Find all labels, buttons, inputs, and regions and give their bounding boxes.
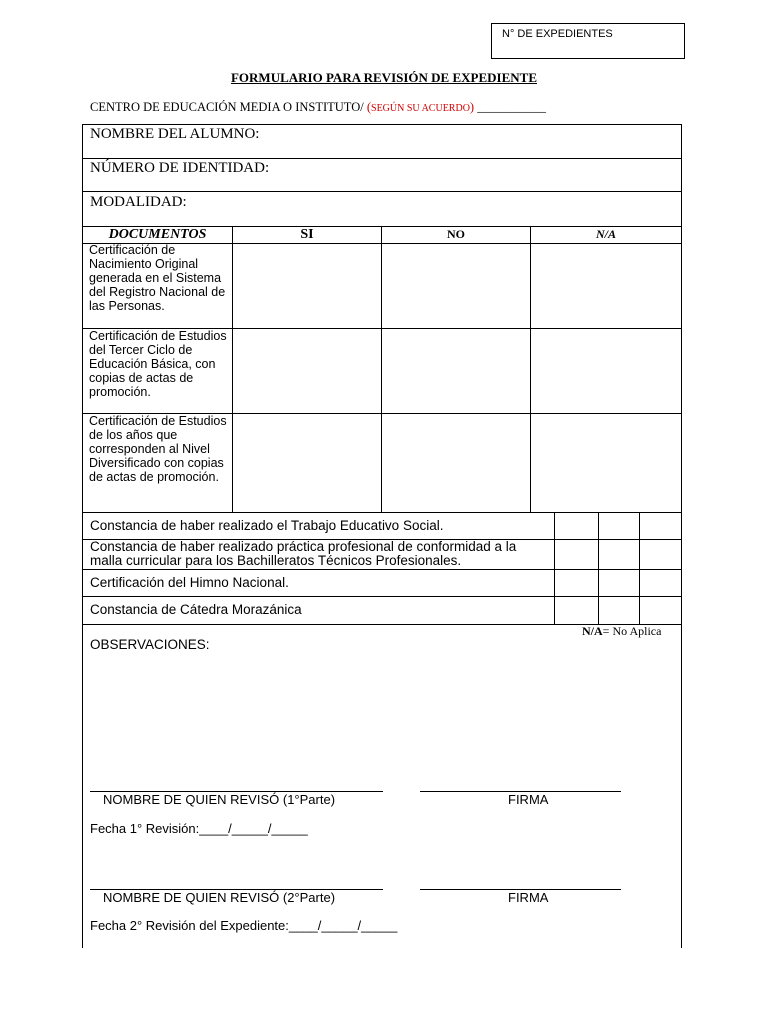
checkbox-practice-si[interactable] <box>555 540 597 569</box>
checkbox-anthem-no[interactable] <box>599 570 638 596</box>
agreement-note: SEGÚN SU ACUERDO <box>371 103 470 114</box>
review2-date[interactable]: Fecha 2° Revisión del Expediente:____/_____/_____ <box>90 918 398 933</box>
paren-open: ( <box>366 100 372 114</box>
observations-label: OBSERVACIONES: <box>90 637 210 652</box>
modality-field[interactable]: MODALIDAD: <box>90 194 187 210</box>
document-national-anthem: Certificación del Himno Nacional. <box>90 575 289 590</box>
checkbox-diversified-no[interactable] <box>382 414 529 512</box>
checkbox-third-cycle-no[interactable] <box>382 329 529 413</box>
checkbox-morazanica-na[interactable] <box>640 597 681 624</box>
checkbox-practice-na[interactable] <box>640 540 681 569</box>
divider <box>82 158 682 159</box>
expedientes-label: N° DE EXPEDIENTES <box>502 28 613 40</box>
checkbox-birth-si[interactable] <box>233 244 380 328</box>
paren-close: ) <box>469 100 475 114</box>
reviewer1-label: NOMBRE DE QUIEN REVISÓ (1°Parte) <box>103 792 336 807</box>
header-no: NO <box>447 227 465 241</box>
document-morazanica: Constancia de Cátedra Morazánica <box>90 602 302 617</box>
document-third-cycle-certificate: Certificación de Estudios del Tercer Ciclo de Educación Básica, con copias de actas de promoción. <box>89 329 227 399</box>
form-title: FORMULARIO PARA REVISIÓN DE EXPEDIENTE <box>230 70 537 85</box>
checkbox-social-work-no[interactable] <box>599 513 638 539</box>
signature2-label: FIRMA <box>508 890 549 905</box>
document-birth-certificate: Certificación de Nacimiento Original generada en el Sistema del Registro Nacional de las Personas. <box>89 243 226 313</box>
header-si: SI <box>300 227 314 242</box>
header-na: N/A <box>595 227 616 241</box>
student-name-field[interactable]: NOMBRE DEL ALUMNO: <box>90 126 260 142</box>
na-note-abbrev: N/A <box>582 624 603 638</box>
document-social-work: Constancia de haber realizado el Trabajo Educativo Social. <box>90 518 444 533</box>
document-diversified-certificate: Certificación de Estudios de los años que corresponden al Nivel Diversificado con copias de actas de promoción. <box>89 414 227 484</box>
document-professional-practice: Constancia de haber realizado práctica profesional de conformidad a la malla curricular para los Bachilleratos Técnicos Profesionales. <box>90 539 517 568</box>
identity-number-field[interactable]: NÚMERO DE IDENTIDAD: <box>90 160 270 176</box>
na-note-text: = No Aplica <box>602 624 662 638</box>
checkbox-anthem-si[interactable] <box>555 570 597 596</box>
checkbox-diversified-si[interactable] <box>233 414 380 512</box>
checkbox-anthem-na[interactable] <box>640 570 681 596</box>
checkbox-third-cycle-si[interactable] <box>233 329 380 413</box>
center-blank[interactable]: ___________ <box>474 100 546 114</box>
review1-date[interactable]: Fecha 1° Revisión:____/_____/_____ <box>90 821 308 836</box>
signature1-label: FIRMA <box>508 792 549 807</box>
observations-area[interactable] <box>88 656 676 782</box>
reviewer2-label: NOMBRE DE QUIEN REVISÓ (2°Parte) <box>103 890 336 905</box>
center-line <box>90 100 546 115</box>
checkbox-practice-no[interactable] <box>599 540 638 569</box>
center-label: CENTRO DE EDUCACIÓN MEDIA O INSTITUTO/ <box>90 100 367 114</box>
checkbox-diversified-na[interactable] <box>531 414 681 512</box>
expedientes-box[interactable] <box>491 23 685 59</box>
header-documents: DOCUMENTOS <box>108 227 207 242</box>
checkbox-morazanica-si[interactable] <box>555 597 597 624</box>
checkbox-birth-no[interactable] <box>382 244 529 328</box>
checkbox-birth-na[interactable] <box>531 244 681 328</box>
checkbox-third-cycle-na[interactable] <box>531 329 681 413</box>
na-note <box>582 624 661 639</box>
divider <box>82 191 682 192</box>
checkbox-morazanica-no[interactable] <box>599 597 638 624</box>
checkbox-social-work-na[interactable] <box>640 513 681 539</box>
checkbox-social-work-si[interactable] <box>555 513 597 539</box>
